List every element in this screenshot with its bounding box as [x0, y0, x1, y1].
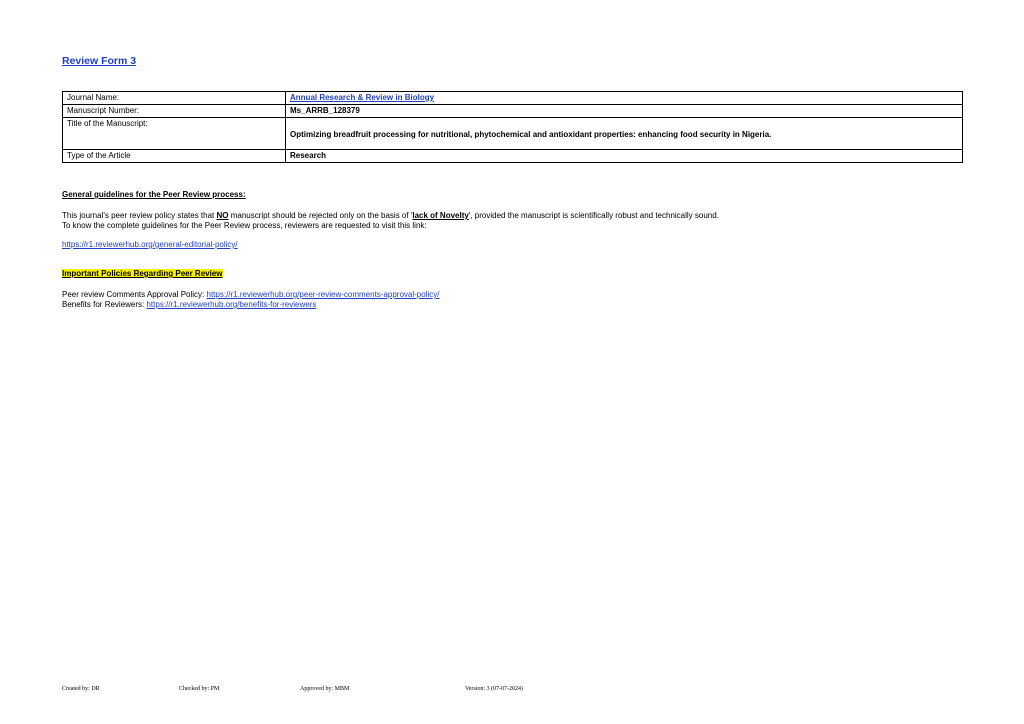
- guidelines-visit-line: To know the complete guidelines for the Peer Review process, reviewers are requested to visit this link:: [62, 221, 427, 230]
- manuscript-number-value: Ms_ARRB_128379: [286, 105, 963, 118]
- guidelines-heading: [62, 190, 246, 200]
- guidelines-heading-text: General guidelines for the Peer Review process:: [62, 190, 246, 199]
- editorial-policy-link[interactable]: https://r1.reviewerhub.org/general-editorial-policy/: [62, 240, 238, 249]
- policy-text-1: This journal's peer review policy states that: [62, 211, 217, 220]
- article-type-row: [63, 150, 963, 163]
- policies-heading-text: Important Policies Regarding Peer Review: [62, 269, 223, 278]
- footer-approved: Approved by: MBM: [300, 686, 350, 692]
- journal-name-cell: [286, 92, 963, 105]
- benefits-label: Benefits for Reviewers:: [62, 300, 147, 309]
- manuscript-title-label: Title of the Manuscript:: [63, 118, 286, 150]
- benefits-line: [62, 300, 316, 310]
- benefits-link[interactable]: https://r1.reviewerhub.org/benefits-for-reviewers: [146, 300, 317, 309]
- journal-name-label: Journal Name:: [63, 92, 286, 105]
- manuscript-info-table: [62, 91, 963, 163]
- comments-policy-line: [62, 290, 439, 300]
- comments-policy-link[interactable]: https://r1.reviewerhub.org/peer-review-comments-approval-policy/: [206, 290, 440, 299]
- manuscript-title-value: Optimizing breadfruit processing for nutritional, phytochemical and antioxidant properties: enhancing food security in Nigeria.: [286, 118, 963, 150]
- footer-created: Created by: DR: [62, 686, 100, 692]
- guidelines-policy-line: [62, 211, 719, 221]
- no-emphasis: NO: [216, 211, 229, 220]
- novelty-emphasis: lack of Novelty: [412, 211, 469, 220]
- journal-row: [63, 92, 963, 105]
- policies-heading: [62, 269, 223, 279]
- footer-checked: Checked by: PM: [179, 686, 220, 692]
- comments-policy-label: Peer review Comments Approval Policy:: [62, 290, 207, 299]
- article-type-value: Research: [286, 150, 963, 163]
- journal-name-link[interactable]: Annual Research & Review in Biology: [290, 93, 435, 102]
- form-title: Review Form 3: [62, 55, 137, 67]
- guidelines-link-line: [62, 240, 238, 250]
- manuscript-number-label: Manuscript Number:: [63, 105, 286, 118]
- footer-version: Version: 3 (07-07-2024): [465, 686, 523, 692]
- manuscript-number-row: [63, 105, 963, 118]
- policy-text-2: manuscript should be rejected only on the basis of ': [228, 211, 413, 220]
- article-type-label: Type of the Article: [63, 150, 286, 163]
- policy-text-3: ', provided the manuscript is scientifically robust and technically sound.: [468, 211, 719, 220]
- manuscript-title-row: [63, 118, 963, 150]
